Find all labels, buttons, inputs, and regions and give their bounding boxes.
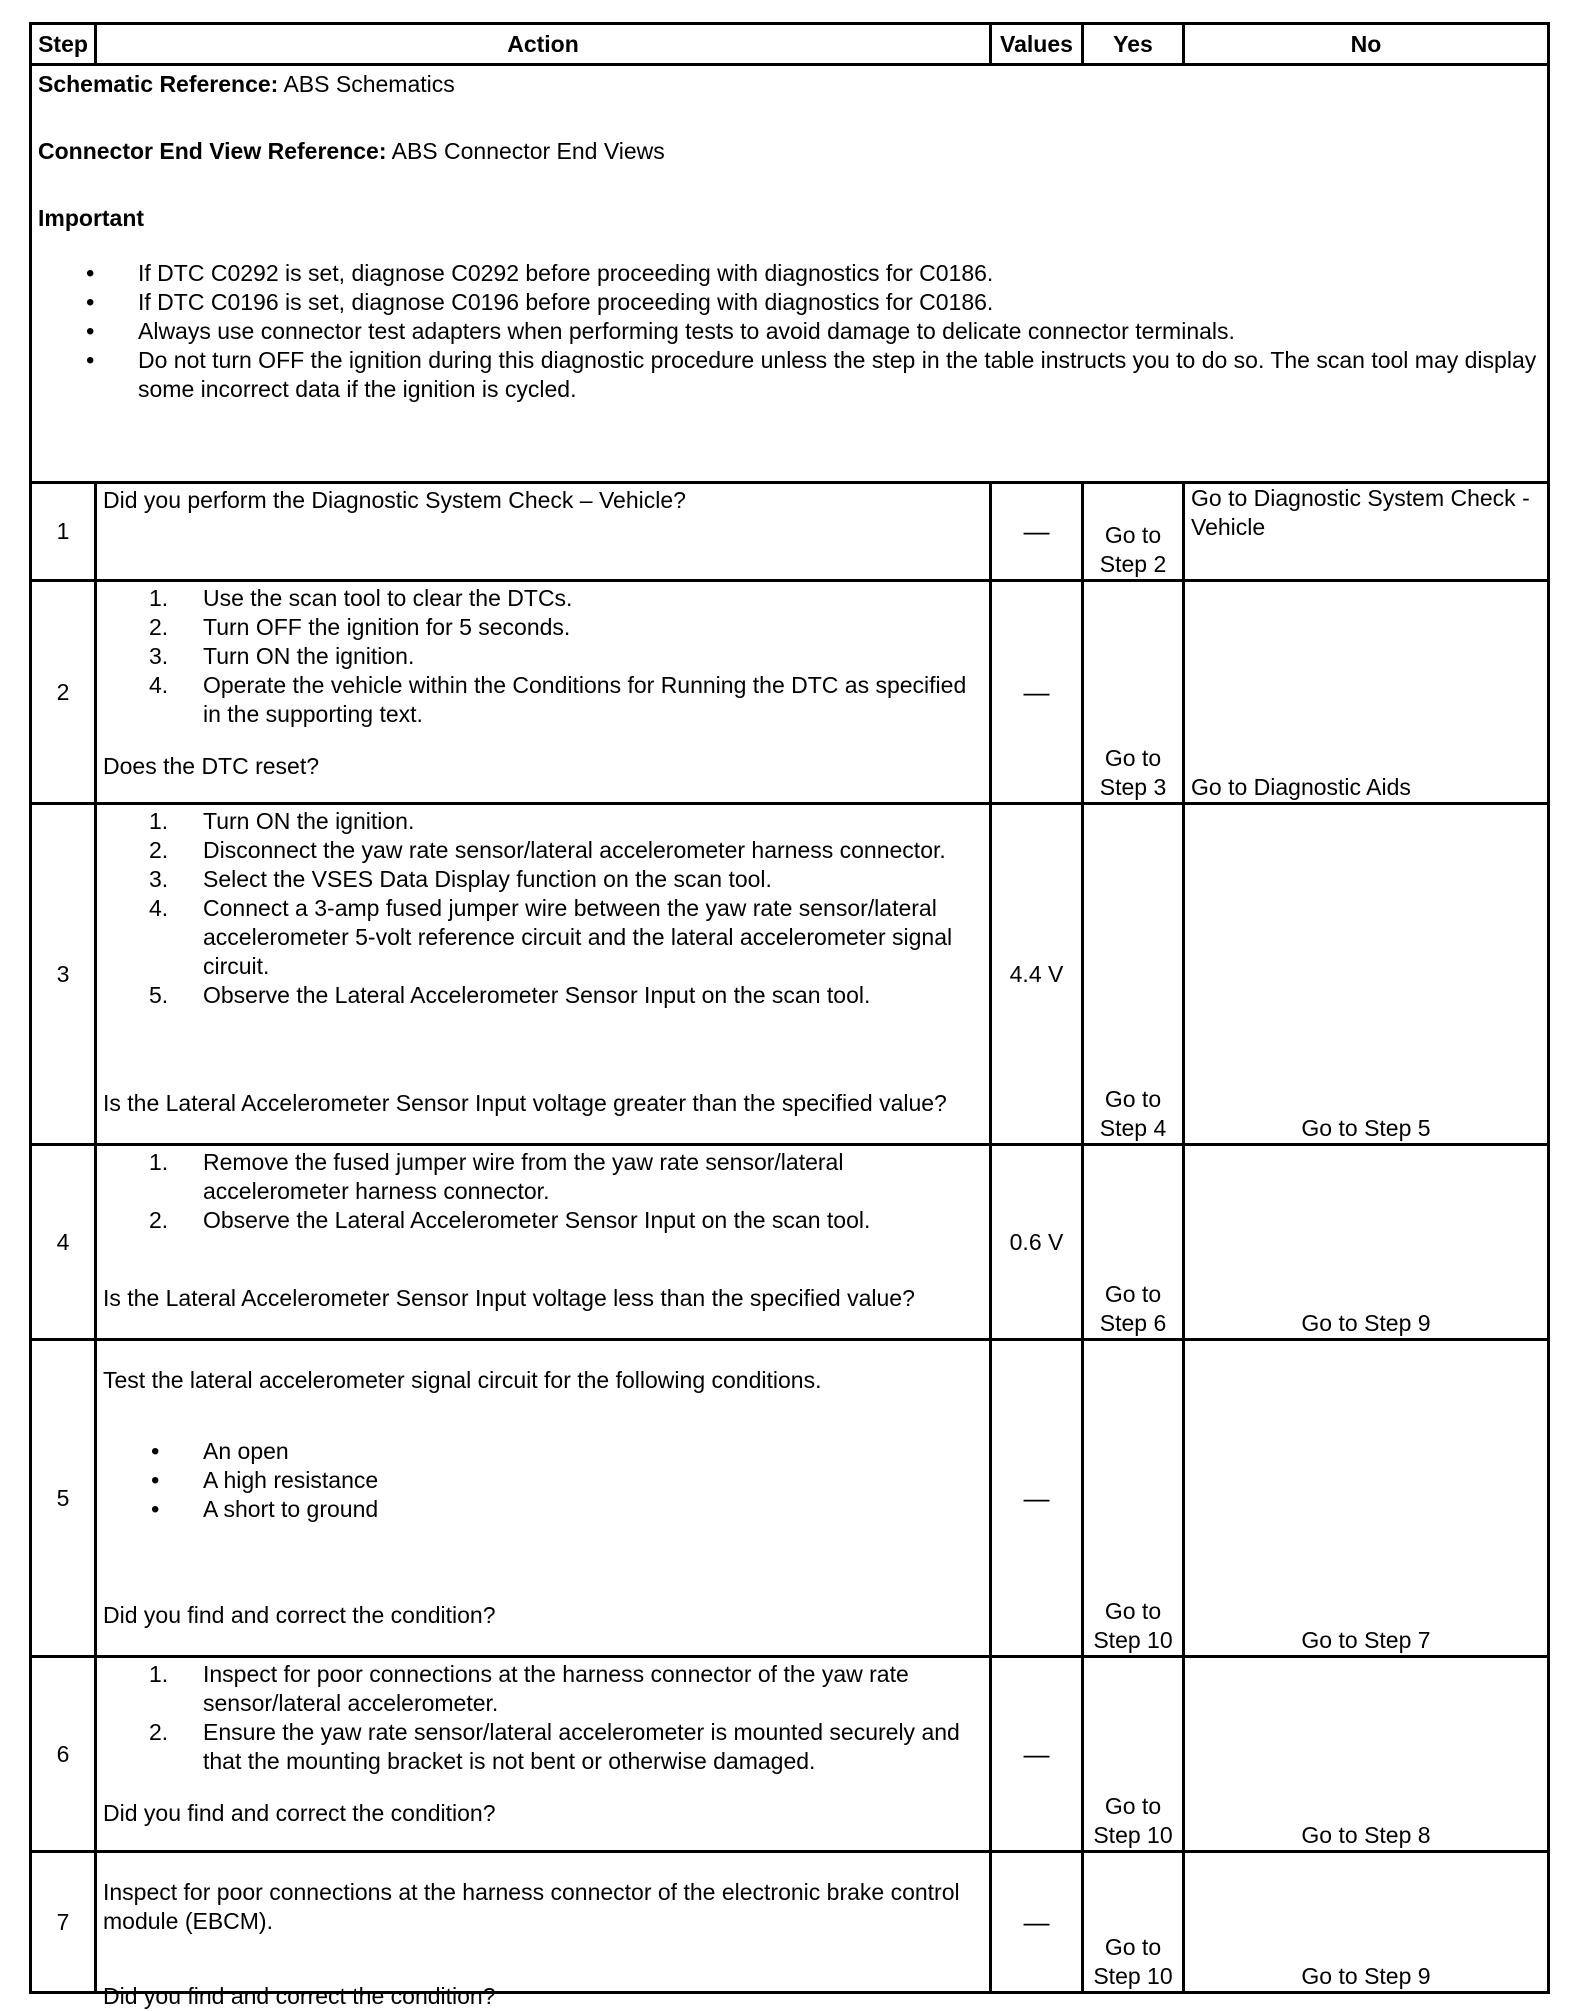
step-number: 5 <box>31 1340 96 1657</box>
step-question: Is the Lateral Accelerometer Sensor Input voltage less than the specified value? <box>103 1285 915 1311</box>
list-item: • An open <box>103 1437 983 1466</box>
header-action: Action <box>96 24 991 65</box>
intro-row <box>31 65 1549 483</box>
list-item: • If DTC C0292 is set, diagnose C0292 before proceeding with diagnostics for C0186. <box>38 259 1541 288</box>
yes-cell: Go to Step 4 <box>1083 804 1184 1145</box>
list-item: 2. Ensure the yaw rate sensor/lateral accelerometer is mounted securely and that the mounting bracket is not bent or otherwise damaged. <box>149 1719 960 1774</box>
no-cell: Go to Step 9 <box>1184 1145 1549 1340</box>
list-item: 2. Disconnect the yaw rate sensor/lateral accelerometer harness connector. <box>149 837 946 863</box>
step-question: Is the Lateral Accelerometer Sensor Input voltage greater than the specified value? <box>103 1090 947 1116</box>
step-number: 6 <box>31 1657 96 1852</box>
table-row <box>31 804 1549 1145</box>
header-values: Values <box>991 24 1083 65</box>
action-cell <box>96 1852 991 2009</box>
header-step: Step <box>31 24 96 65</box>
header-row <box>31 24 1549 65</box>
list-item: • If DTC C0196 is set, diagnose C0196 before proceeding with diagnostics for C0186. <box>38 288 1541 317</box>
condition-list <box>103 1437 983 1524</box>
step-question: Does the DTC reset? <box>103 753 320 779</box>
list-item: 1. Inspect for poor connections at the harness connector of the yaw rate sensor/lateral accelerometer. <box>149 1661 909 1716</box>
diagnostic-table <box>29 22 1550 2009</box>
value-cell: — <box>991 581 1083 804</box>
table-row <box>31 1145 1549 1340</box>
value-cell: 0.6 V <box>991 1145 1083 1340</box>
no-cell: Go to Diagnostic Aids <box>1184 581 1549 804</box>
table-row <box>31 483 1549 581</box>
value-cell: — <box>991 1340 1083 1657</box>
list-item: 2. Observe the Lateral Accelerometer Sensor Input on the scan tool. <box>149 1207 871 1233</box>
yes-cell: Go to Step 10 <box>1083 1657 1184 1852</box>
yes-cell: Go to Step 2 <box>1083 483 1184 581</box>
header-yes: Yes <box>1083 24 1184 65</box>
table-row <box>31 581 1549 804</box>
list-item: 1. Remove the fused jumper wire from the yaw rate sensor/lateral accelerometer harness connector. <box>149 1149 844 1204</box>
step-intro: Test the lateral accelerometer signal circuit for the following conditions. <box>103 1367 822 1393</box>
list-item: • A high resistance <box>103 1466 983 1495</box>
step-question: Did you perform the Diagnostic System Check – Vehicle? <box>103 487 686 513</box>
numbered-list <box>103 1660 983 1776</box>
value-cell: — <box>991 1852 1083 1993</box>
value-cell: — <box>991 483 1083 581</box>
step-number: 1 <box>31 483 96 581</box>
action-cell <box>96 1340 991 1657</box>
numbered-list <box>103 1148 983 1235</box>
intro-cell <box>31 65 1549 483</box>
list-item: 1. Turn ON the ignition. <box>149 808 415 834</box>
table-row <box>31 1852 1549 1993</box>
step-question: Did you find and correct the condition? <box>103 1800 496 1826</box>
list-item: 3. Select the VSES Data Display function on the scan tool. <box>149 866 772 892</box>
step-number: 2 <box>31 581 96 804</box>
list-item: 2. Turn OFF the ignition for 5 seconds. <box>149 614 571 640</box>
list-item: • Always use connector test adapters when performing tests to avoid damage to delicate connector terminals. <box>38 317 1541 346</box>
numbered-list <box>103 584 983 729</box>
action-cell <box>96 1657 991 1852</box>
step-number: 3 <box>31 804 96 1145</box>
no-cell: Go to Step 8 <box>1184 1657 1549 1852</box>
connector-reference: Connector End View Reference: ABS Connector End Views <box>38 138 665 164</box>
list-item: 3. Turn ON the ignition. <box>149 643 415 669</box>
value-cell: 4.4 V <box>991 804 1083 1145</box>
list-item: 1. Use the scan tool to clear the DTCs. <box>149 585 573 611</box>
numbered-list <box>103 807 983 1010</box>
list-item: 4. Connect a 3-amp fused jumper wire between the yaw rate sensor/lateral accelerometer 5-volt reference circuit and the lateral accelerometer signal circuit. <box>149 895 953 979</box>
no-cell: Go to Diagnostic System Check - Vehicle <box>1184 483 1549 581</box>
list-item: • Do not turn OFF the ignition during this diagnostic procedure unless the step in the table instructs you to do so. The scan tool may display some incorrect data if the ignition is cycled. <box>38 346 1541 404</box>
important-list <box>38 259 1541 404</box>
step-number: 7 <box>31 1852 96 1993</box>
yes-cell: Go to Step 3 <box>1083 581 1184 804</box>
no-cell: Go to Step 7 <box>1184 1340 1549 1657</box>
important-heading: Important <box>38 205 145 231</box>
step-question: Did you find and correct the condition? <box>103 1602 496 1628</box>
header-no: No <box>1184 24 1549 65</box>
no-cell: Go to Step 5 <box>1184 804 1549 1145</box>
action-cell <box>96 581 991 804</box>
action-cell <box>96 483 991 581</box>
value-cell: — <box>991 1657 1083 1852</box>
step-intro: Inspect for poor connections at the harness connector of the electronic brake control module (EBCM). <box>103 1879 960 1934</box>
yes-cell: Go to Step 6 <box>1083 1145 1184 1340</box>
list-item: 5. Observe the Lateral Accelerometer Sensor Input on the scan tool. <box>149 982 871 1008</box>
list-item: 4. Operate the vehicle within the Conditions for Running the DTC as specified in the supporting text. <box>149 672 967 727</box>
action-cell <box>96 804 991 1145</box>
list-item: • A short to ground <box>103 1495 983 1524</box>
step-number: 4 <box>31 1145 96 1340</box>
schematic-reference: Schematic Reference: ABS Schematics <box>38 71 455 97</box>
no-cell: Go to Step 9 <box>1184 1852 1549 1993</box>
yes-cell: Go to Step 10 <box>1083 1852 1184 1993</box>
yes-cell: Go to Step 10 <box>1083 1340 1184 1657</box>
table-row <box>31 1340 1549 1657</box>
action-cell <box>96 1145 991 1340</box>
table-row <box>31 1657 1549 1852</box>
step-question: Did you find and correct the condition? <box>103 1983 496 2009</box>
